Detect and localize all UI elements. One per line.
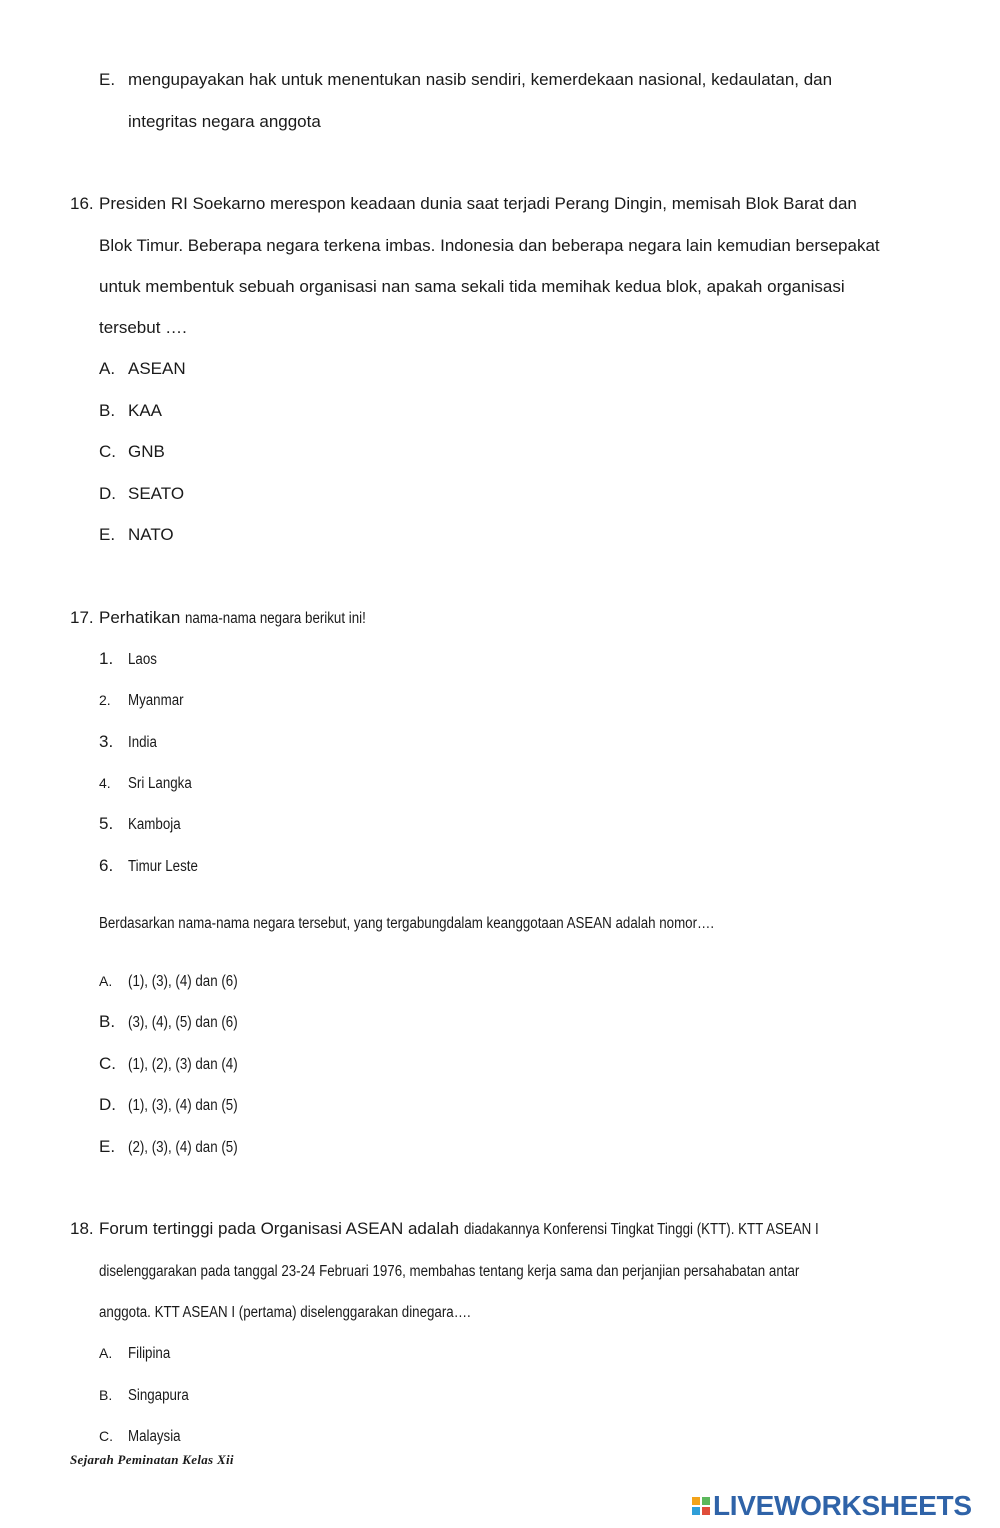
q16-option-c-text: GNB [128, 442, 165, 461]
q17-item-1-label: Laos [128, 651, 157, 668]
q17-option-e-letter: E. [99, 1137, 116, 1156]
logo-tile-2 [702, 1497, 710, 1505]
q17-question [99, 912, 814, 935]
q17-item-2-text [128, 689, 193, 712]
q16-text-line2: Blok Timur. Beberapa negara terkena imbas. Indonesia dan beberapa negara lain kemudian bersepakat [99, 236, 880, 255]
q18-option-a-letter: A. [99, 1345, 113, 1361]
q15-option-e-text-line2: integritas negara anggota [128, 112, 321, 131]
footer-title: Sejarah Peminatan Kelas Xii [70, 1452, 234, 1467]
q18-text-rest: diadakannya Konferensi Tingkat Tinggi (KTT). KTT ASEAN I [463, 1221, 819, 1238]
q17-item-3-text [128, 731, 162, 754]
q16-option-c-letter: C. [99, 442, 116, 461]
q17-item-5-label: Kamboja [128, 816, 181, 833]
q18-text-line1 [99, 1218, 876, 1241]
liveworksheets-brand[interactable] [692, 1490, 972, 1522]
q17-option-d-letter: D. [99, 1095, 116, 1114]
q17-option-c-text [128, 1053, 255, 1076]
liveworksheets-logo-icon [692, 1497, 710, 1515]
q16-number: 16. [70, 194, 94, 213]
q16-option-e-letter: E. [99, 525, 116, 544]
q17-question-text: Berdasarkan nama-nama negara tersebut, yang tergabungdalam keanggotaan ASEAN adalah nomor…. [99, 915, 715, 932]
q17-item-4-text [128, 772, 202, 795]
q17-option-a-label: (1), (3), (4) dan (6) [128, 973, 238, 990]
q18-text-line2-content: diselenggarakan pada tanggal 23-24 Februari 1976, membahas tentang kerja sama dan perjanjian persahabatan antar [99, 1263, 800, 1280]
q16-text-line1: Presiden RI Soekarno merespon keadaan dunia saat terjadi Perang Dingin, memisah Blok Barat dan [99, 194, 857, 213]
q17-item-6-label: Timur Leste [128, 858, 198, 875]
q17-item-4-label: Sri Langka [128, 775, 192, 792]
q18-text-line2 [99, 1260, 913, 1283]
q17-number: 17. [70, 608, 94, 627]
q17-option-a-text [128, 970, 255, 993]
q17-option-d-text [128, 1094, 255, 1117]
q17-option-b-label: (3), (4), (5) dan (6) [128, 1014, 238, 1031]
q18-text-line3 [99, 1301, 531, 1324]
q17-item-2-label: Myanmar [128, 692, 184, 709]
q18-option-a-label: Filipina [128, 1345, 171, 1362]
q18-option-b-text [128, 1384, 199, 1407]
q17-item-2-num: 2. [99, 692, 111, 708]
q16-option-d-letter: D. [99, 484, 116, 503]
q17-item-6-text [128, 855, 209, 878]
q16-option-a-letter: A. [99, 359, 116, 378]
q17-item-1-text [128, 648, 162, 671]
logo-tile-1 [692, 1497, 700, 1505]
q17-option-c-letter: C. [99, 1054, 116, 1073]
q17-option-b-letter: B. [99, 1012, 116, 1031]
q15-option-e-letter: E. [99, 70, 116, 89]
q18-option-c-label: Malaysia [128, 1428, 181, 1445]
q17-stem-rest: nama-nama negara berikut ini! [185, 610, 366, 627]
q17-item-1-num: 1. [99, 649, 114, 668]
q18-text-lead: Forum tertinggi pada Organisasi ASEAN adalah [99, 1219, 460, 1238]
q17-item-5-num: 5. [99, 814, 114, 833]
q17-item-6-num: 6. [99, 856, 114, 875]
q16-option-a-text: ASEAN [128, 359, 186, 378]
q17-item-3-label: India [128, 734, 157, 751]
q17-stem [99, 607, 395, 630]
q17-item-5-text [128, 813, 189, 836]
q18-number: 18. [70, 1219, 94, 1238]
q18-option-b-letter: B. [99, 1387, 113, 1403]
q18-text-line3-content: anggota. KTT ASEAN I (pertama) diselenggarakan dinegara…. [99, 1304, 471, 1321]
logo-tile-3 [692, 1507, 700, 1515]
q17-option-e-label: (2), (3), (4) dan (5) [128, 1139, 238, 1156]
q16-option-d-text: SEATO [128, 484, 185, 503]
q16-option-b-letter: B. [99, 401, 116, 420]
q15-option-e-text-line1: mengupayakan hak untuk menentukan nasib sendiri, kemerdekaan nasional, kedaulatan, dan [128, 70, 833, 89]
q16-option-b-text: KAA [128, 401, 163, 420]
q18-option-c-text [128, 1425, 189, 1448]
q17-option-b-text [128, 1011, 255, 1034]
q17-option-d-label: (1), (3), (4) dan (5) [128, 1097, 238, 1114]
q17-item-3-num: 3. [99, 732, 114, 751]
q17-option-e-text [128, 1136, 255, 1159]
q18-option-a-text [128, 1342, 177, 1365]
brand-text: LIVEWORKSHEETS [713, 1490, 972, 1521]
q17-option-c-label: (1), (2), (3) dan (4) [128, 1056, 238, 1073]
q16-text-line3: untuk membentuk sebuah organisasi nan sama sekali tida memihak kedua blok, apakah organisasi [99, 277, 845, 296]
logo-tile-4 [702, 1507, 710, 1515]
q17-item-4-num: 4. [99, 775, 111, 791]
q18-option-c-letter: C. [99, 1428, 113, 1444]
q18-option-b-label: Singapura [128, 1387, 189, 1404]
q17-stem-lead: Perhatikan [99, 608, 181, 627]
q16-option-e-text: NATO [128, 525, 174, 544]
q16-text-line4: tersebut …. [99, 318, 187, 337]
q17-option-a-letter: A. [99, 973, 113, 989]
